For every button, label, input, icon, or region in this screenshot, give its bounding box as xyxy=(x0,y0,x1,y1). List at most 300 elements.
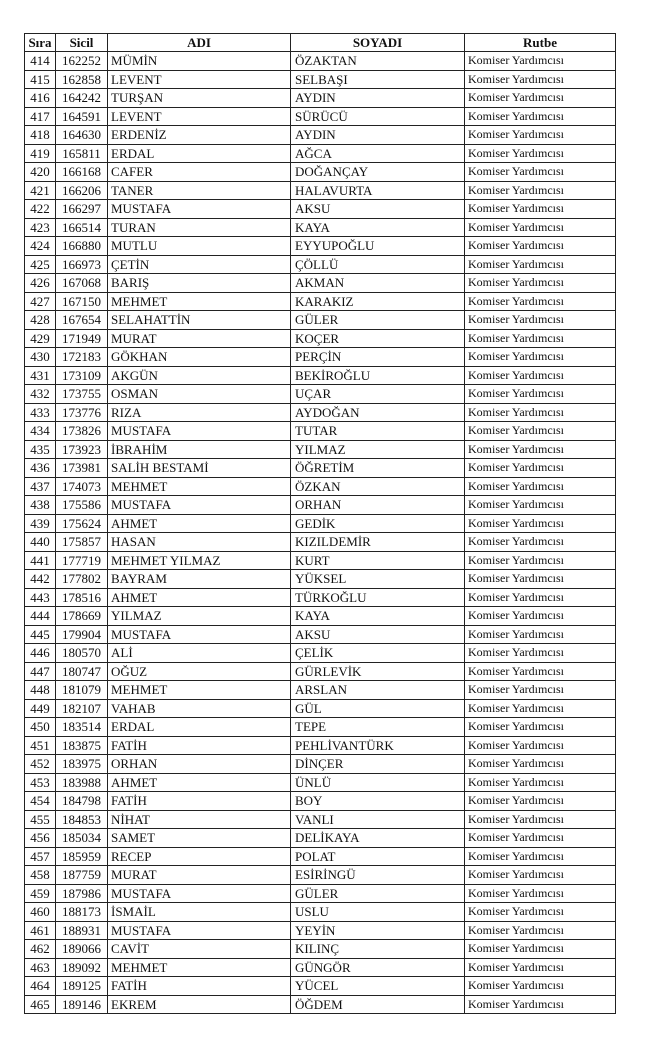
cell-sira: 427 xyxy=(25,292,56,311)
cell-rutbe: Komiser Yardımcısı xyxy=(465,588,616,607)
cell-rutbe: Komiser Yardımcısı xyxy=(465,255,616,274)
personnel-table xyxy=(24,33,616,1014)
cell-sicil: 164242 xyxy=(56,89,108,108)
cell-sicil: 167654 xyxy=(56,311,108,330)
cell-adi: TANER xyxy=(108,181,291,200)
header-adi: ADI xyxy=(108,34,291,52)
cell-soyadi: SÜRÜCÜ xyxy=(291,107,465,126)
cell-soyadi: AĞCA xyxy=(291,144,465,163)
cell-sira: 432 xyxy=(25,385,56,404)
cell-adi: TURAN xyxy=(108,218,291,237)
cell-rutbe: Komiser Yardımcısı xyxy=(465,107,616,126)
cell-rutbe: Komiser Yardımcısı xyxy=(465,718,616,737)
cell-soyadi: VANLI xyxy=(291,810,465,829)
cell-sicil: 166168 xyxy=(56,163,108,182)
cell-soyadi: ÖZAKTAN xyxy=(291,52,465,71)
cell-adi: İBRAHİM xyxy=(108,440,291,459)
cell-rutbe: Komiser Yardımcısı xyxy=(465,200,616,219)
cell-sira: 422 xyxy=(25,200,56,219)
cell-adi: AHMET xyxy=(108,773,291,792)
table-header-row xyxy=(25,34,616,52)
cell-adi: FATİH xyxy=(108,792,291,811)
table-row xyxy=(25,366,616,385)
cell-sira: 438 xyxy=(25,496,56,515)
cell-adi: TURŞAN xyxy=(108,89,291,108)
table-body xyxy=(25,52,616,1014)
cell-sicil: 180747 xyxy=(56,662,108,681)
cell-adi: RIZA xyxy=(108,403,291,422)
table-row xyxy=(25,773,616,792)
cell-sira: 459 xyxy=(25,884,56,903)
cell-rutbe: Komiser Yardımcısı xyxy=(465,866,616,885)
cell-rutbe: Komiser Yardımcısı xyxy=(465,218,616,237)
cell-adi: ÇETİN xyxy=(108,255,291,274)
cell-sicil: 178669 xyxy=(56,607,108,626)
cell-soyadi: DİNÇER xyxy=(291,755,465,774)
cell-soyadi: ÖZKAN xyxy=(291,477,465,496)
cell-soyadi: AYDOĞAN xyxy=(291,403,465,422)
table-row xyxy=(25,422,616,441)
cell-rutbe: Komiser Yardımcısı xyxy=(465,329,616,348)
cell-sicil: 162252 xyxy=(56,52,108,71)
cell-sira: 445 xyxy=(25,625,56,644)
cell-sicil: 171949 xyxy=(56,329,108,348)
cell-adi: SALİH BESTAMİ xyxy=(108,459,291,478)
cell-adi: MUSTAFA xyxy=(108,921,291,940)
cell-sira: 442 xyxy=(25,570,56,589)
cell-sicil: 188931 xyxy=(56,921,108,940)
cell-sira: 456 xyxy=(25,829,56,848)
cell-sira: 431 xyxy=(25,366,56,385)
table-row xyxy=(25,52,616,71)
cell-sira: 451 xyxy=(25,736,56,755)
cell-sira: 460 xyxy=(25,903,56,922)
cell-soyadi: ARSLAN xyxy=(291,681,465,700)
cell-sira: 415 xyxy=(25,70,56,89)
table-row xyxy=(25,921,616,940)
cell-adi: MUSTAFA xyxy=(108,625,291,644)
cell-sira: 417 xyxy=(25,107,56,126)
cell-rutbe: Komiser Yardımcısı xyxy=(465,52,616,71)
cell-sicil: 189092 xyxy=(56,958,108,977)
cell-adi: MUTLU xyxy=(108,237,291,256)
table-row xyxy=(25,181,616,200)
cell-adi: AHMET xyxy=(108,588,291,607)
table-row xyxy=(25,570,616,589)
cell-soyadi: GÜNGÖR xyxy=(291,958,465,977)
cell-sicil: 164630 xyxy=(56,126,108,145)
table-row xyxy=(25,792,616,811)
table-row xyxy=(25,958,616,977)
cell-sicil: 180570 xyxy=(56,644,108,663)
cell-adi: MUSTAFA xyxy=(108,496,291,515)
table-row xyxy=(25,829,616,848)
cell-rutbe: Komiser Yardımcısı xyxy=(465,126,616,145)
header-soyadi: SOYADI xyxy=(291,34,465,52)
table-row xyxy=(25,699,616,718)
cell-rutbe: Komiser Yardımcısı xyxy=(465,385,616,404)
cell-soyadi: ÇELİK xyxy=(291,644,465,663)
cell-sicil: 166206 xyxy=(56,181,108,200)
cell-soyadi: GÜLER xyxy=(291,311,465,330)
table-row xyxy=(25,607,616,626)
cell-adi: EKREM xyxy=(108,995,291,1014)
table-row xyxy=(25,644,616,663)
cell-soyadi: YÜCEL xyxy=(291,977,465,996)
cell-sira: 434 xyxy=(25,422,56,441)
cell-sicil: 178516 xyxy=(56,588,108,607)
header-rutbe: Rutbe xyxy=(465,34,616,52)
cell-rutbe: Komiser Yardımcısı xyxy=(465,755,616,774)
cell-adi: OĞUZ xyxy=(108,662,291,681)
cell-sira: 452 xyxy=(25,755,56,774)
header-sira: Sıra xyxy=(25,34,56,52)
cell-sicil: 166973 xyxy=(56,255,108,274)
cell-soyadi: YÜKSEL xyxy=(291,570,465,589)
cell-rutbe: Komiser Yardımcısı xyxy=(465,459,616,478)
cell-adi: SELAHATTİN xyxy=(108,311,291,330)
cell-sicil: 184798 xyxy=(56,792,108,811)
cell-rutbe: Komiser Yardımcısı xyxy=(465,70,616,89)
cell-sicil: 166880 xyxy=(56,237,108,256)
cell-rutbe: Komiser Yardımcısı xyxy=(465,514,616,533)
table-row xyxy=(25,755,616,774)
cell-sicil: 183514 xyxy=(56,718,108,737)
table-row xyxy=(25,662,616,681)
cell-adi: MÜMİN xyxy=(108,52,291,71)
cell-rutbe: Komiser Yardımcısı xyxy=(465,570,616,589)
cell-sicil: 162858 xyxy=(56,70,108,89)
cell-adi: MURAT xyxy=(108,329,291,348)
cell-sicil: 172183 xyxy=(56,348,108,367)
cell-adi: MEHMET xyxy=(108,292,291,311)
cell-adi: ORHAN xyxy=(108,755,291,774)
cell-rutbe: Komiser Yardımcısı xyxy=(465,884,616,903)
cell-sicil: 165811 xyxy=(56,144,108,163)
cell-rutbe: Komiser Yardımcısı xyxy=(465,773,616,792)
cell-sira: 441 xyxy=(25,551,56,570)
cell-sicil: 185034 xyxy=(56,829,108,848)
cell-soyadi: ESİRİNGÜ xyxy=(291,866,465,885)
cell-sira: 430 xyxy=(25,348,56,367)
cell-sira: 463 xyxy=(25,958,56,977)
cell-soyadi: USLU xyxy=(291,903,465,922)
cell-sira: 416 xyxy=(25,89,56,108)
cell-soyadi: TÜRKOĞLU xyxy=(291,588,465,607)
cell-sicil: 167150 xyxy=(56,292,108,311)
cell-sira: 425 xyxy=(25,255,56,274)
table-row xyxy=(25,459,616,478)
table-row xyxy=(25,995,616,1014)
cell-rutbe: Komiser Yardımcısı xyxy=(465,89,616,108)
cell-sira: 423 xyxy=(25,218,56,237)
cell-rutbe: Komiser Yardımcısı xyxy=(465,681,616,700)
cell-sicil: 183988 xyxy=(56,773,108,792)
cell-adi: MUSTAFA xyxy=(108,422,291,441)
table-row xyxy=(25,440,616,459)
cell-rutbe: Komiser Yardımcısı xyxy=(465,551,616,570)
cell-rutbe: Komiser Yardımcısı xyxy=(465,311,616,330)
cell-soyadi: HALAVURTA xyxy=(291,181,465,200)
cell-rutbe: Komiser Yardımcısı xyxy=(465,366,616,385)
cell-sira: 428 xyxy=(25,311,56,330)
cell-sicil: 184853 xyxy=(56,810,108,829)
cell-adi: YILMAZ xyxy=(108,607,291,626)
cell-sira: 465 xyxy=(25,995,56,1014)
table-row xyxy=(25,144,616,163)
cell-sira: 447 xyxy=(25,662,56,681)
table-row xyxy=(25,718,616,737)
cell-adi: MUSTAFA xyxy=(108,884,291,903)
cell-sira: 419 xyxy=(25,144,56,163)
cell-sicil: 183975 xyxy=(56,755,108,774)
cell-sicil: 185959 xyxy=(56,847,108,866)
cell-rutbe: Komiser Yardımcısı xyxy=(465,699,616,718)
cell-adi: MEHMET YILMAZ xyxy=(108,551,291,570)
cell-rutbe: Komiser Yardımcısı xyxy=(465,403,616,422)
cell-adi: CAFER xyxy=(108,163,291,182)
cell-soyadi: KILINÇ xyxy=(291,940,465,959)
cell-sicil: 166297 xyxy=(56,200,108,219)
cell-rutbe: Komiser Yardımcısı xyxy=(465,607,616,626)
cell-adi: FATİH xyxy=(108,977,291,996)
cell-soyadi: EYYUPOĞLU xyxy=(291,237,465,256)
cell-adi: AHMET xyxy=(108,514,291,533)
cell-sicil: 175857 xyxy=(56,533,108,552)
cell-soyadi: PEHLİVANTÜRK xyxy=(291,736,465,755)
table-row xyxy=(25,810,616,829)
cell-soyadi: KIZILDEMİR xyxy=(291,533,465,552)
table-row xyxy=(25,496,616,515)
cell-sicil: 177802 xyxy=(56,570,108,589)
cell-sira: 455 xyxy=(25,810,56,829)
cell-sira: 449 xyxy=(25,699,56,718)
cell-sicil: 177719 xyxy=(56,551,108,570)
cell-soyadi: PERÇİN xyxy=(291,348,465,367)
cell-soyadi: ORHAN xyxy=(291,496,465,515)
cell-sicil: 175586 xyxy=(56,496,108,515)
cell-rutbe: Komiser Yardımcısı xyxy=(465,274,616,293)
cell-adi: MEHMET xyxy=(108,958,291,977)
table-row xyxy=(25,681,616,700)
cell-rutbe: Komiser Yardımcısı xyxy=(465,163,616,182)
table-row xyxy=(25,329,616,348)
cell-sira: 420 xyxy=(25,163,56,182)
table-row xyxy=(25,70,616,89)
cell-sicil: 189066 xyxy=(56,940,108,959)
cell-rutbe: Komiser Yardımcısı xyxy=(465,958,616,977)
cell-sicil: 181079 xyxy=(56,681,108,700)
cell-sicil: 173109 xyxy=(56,366,108,385)
cell-soyadi: DELİKAYA xyxy=(291,829,465,848)
cell-soyadi: POLAT xyxy=(291,847,465,866)
cell-rutbe: Komiser Yardımcısı xyxy=(465,292,616,311)
cell-soyadi: AKSU xyxy=(291,200,465,219)
table-row xyxy=(25,884,616,903)
cell-adi: VAHAB xyxy=(108,699,291,718)
cell-soyadi: GÜL xyxy=(291,699,465,718)
cell-rutbe: Komiser Yardımcısı xyxy=(465,940,616,959)
cell-sira: 450 xyxy=(25,718,56,737)
cell-sicil: 183875 xyxy=(56,736,108,755)
cell-sira: 443 xyxy=(25,588,56,607)
table-row xyxy=(25,163,616,182)
cell-soyadi: KAYA xyxy=(291,607,465,626)
cell-sicil: 173776 xyxy=(56,403,108,422)
cell-sira: 436 xyxy=(25,459,56,478)
cell-rutbe: Komiser Yardımcısı xyxy=(465,144,616,163)
cell-adi: FATİH xyxy=(108,736,291,755)
cell-sicil: 187986 xyxy=(56,884,108,903)
cell-sira: 421 xyxy=(25,181,56,200)
cell-rutbe: Komiser Yardımcısı xyxy=(465,477,616,496)
cell-sicil: 173755 xyxy=(56,385,108,404)
table-row xyxy=(25,533,616,552)
table-row xyxy=(25,940,616,959)
cell-sira: 440 xyxy=(25,533,56,552)
cell-soyadi: DOĞANÇAY xyxy=(291,163,465,182)
cell-adi: BAYRAM xyxy=(108,570,291,589)
cell-soyadi: TEPE xyxy=(291,718,465,737)
table-row xyxy=(25,200,616,219)
cell-sicil: 173981 xyxy=(56,459,108,478)
cell-adi: MUSTAFA xyxy=(108,200,291,219)
cell-rutbe: Komiser Yardımcısı xyxy=(465,625,616,644)
cell-sicil: 182107 xyxy=(56,699,108,718)
cell-sicil: 173826 xyxy=(56,422,108,441)
cell-sicil: 189146 xyxy=(56,995,108,1014)
cell-sicil: 179904 xyxy=(56,625,108,644)
cell-sicil: 173923 xyxy=(56,440,108,459)
cell-rutbe: Komiser Yardımcısı xyxy=(465,736,616,755)
cell-adi: ERDENİZ xyxy=(108,126,291,145)
table-row xyxy=(25,477,616,496)
cell-soyadi: KOÇER xyxy=(291,329,465,348)
table-row xyxy=(25,255,616,274)
cell-rutbe: Komiser Yardımcısı xyxy=(465,903,616,922)
cell-sira: 446 xyxy=(25,644,56,663)
cell-soyadi: AYDIN xyxy=(291,89,465,108)
cell-rutbe: Komiser Yardımcısı xyxy=(465,644,616,663)
cell-rutbe: Komiser Yardımcısı xyxy=(465,496,616,515)
cell-soyadi: ÖĞRETİM xyxy=(291,459,465,478)
cell-sira: 462 xyxy=(25,940,56,959)
cell-soyadi: BEKİROĞLU xyxy=(291,366,465,385)
cell-rutbe: Komiser Yardımcısı xyxy=(465,662,616,681)
cell-sira: 454 xyxy=(25,792,56,811)
cell-sira: 424 xyxy=(25,237,56,256)
cell-sicil: 164591 xyxy=(56,107,108,126)
table-row xyxy=(25,107,616,126)
cell-sicil: 167068 xyxy=(56,274,108,293)
cell-sicil: 174073 xyxy=(56,477,108,496)
cell-adi: HASAN xyxy=(108,533,291,552)
cell-rutbe: Komiser Yardımcısı xyxy=(465,829,616,848)
cell-rutbe: Komiser Yardımcısı xyxy=(465,422,616,441)
cell-sira: 448 xyxy=(25,681,56,700)
table-row xyxy=(25,126,616,145)
cell-soyadi: YEYİN xyxy=(291,921,465,940)
cell-rutbe: Komiser Yardımcısı xyxy=(465,921,616,940)
cell-adi: OSMAN xyxy=(108,385,291,404)
cell-adi: LEVENT xyxy=(108,70,291,89)
cell-adi: NİHAT xyxy=(108,810,291,829)
cell-adi: BARIŞ xyxy=(108,274,291,293)
cell-soyadi: ÖĞDEM xyxy=(291,995,465,1014)
table-row xyxy=(25,625,616,644)
cell-sira: 414 xyxy=(25,52,56,71)
cell-sira: 429 xyxy=(25,329,56,348)
table-row xyxy=(25,237,616,256)
cell-sira: 418 xyxy=(25,126,56,145)
cell-soyadi: AKMAN xyxy=(291,274,465,293)
cell-soyadi: KURT xyxy=(291,551,465,570)
cell-sira: 433 xyxy=(25,403,56,422)
cell-soyadi: GEDİK xyxy=(291,514,465,533)
cell-rutbe: Komiser Yardımcısı xyxy=(465,995,616,1014)
table-row xyxy=(25,385,616,404)
cell-sira: 464 xyxy=(25,977,56,996)
cell-rutbe: Komiser Yardımcısı xyxy=(465,237,616,256)
cell-soyadi: GÜRLEVİK xyxy=(291,662,465,681)
cell-sira: 453 xyxy=(25,773,56,792)
cell-soyadi: TUTAR xyxy=(291,422,465,441)
cell-sicil: 187759 xyxy=(56,866,108,885)
cell-soyadi: AYDIN xyxy=(291,126,465,145)
cell-soyadi: KAYA xyxy=(291,218,465,237)
cell-rutbe: Komiser Yardımcısı xyxy=(465,977,616,996)
cell-rutbe: Komiser Yardımcısı xyxy=(465,792,616,811)
cell-adi: GÖKHAN xyxy=(108,348,291,367)
table-row xyxy=(25,311,616,330)
cell-sira: 439 xyxy=(25,514,56,533)
cell-rutbe: Komiser Yardımcısı xyxy=(465,847,616,866)
cell-soyadi: UÇAR xyxy=(291,385,465,404)
cell-sira: 458 xyxy=(25,866,56,885)
cell-adi: AKGÜN xyxy=(108,366,291,385)
table-row xyxy=(25,89,616,108)
table-row xyxy=(25,218,616,237)
cell-adi: SAMET xyxy=(108,829,291,848)
cell-adi: RECEP xyxy=(108,847,291,866)
cell-rutbe: Komiser Yardımcısı xyxy=(465,440,616,459)
cell-rutbe: Komiser Yardımcısı xyxy=(465,181,616,200)
cell-adi: LEVENT xyxy=(108,107,291,126)
cell-adi: ERDAL xyxy=(108,144,291,163)
cell-sicil: 175624 xyxy=(56,514,108,533)
cell-sicil: 166514 xyxy=(56,218,108,237)
cell-soyadi: ÇÖLLÜ xyxy=(291,255,465,274)
cell-sicil: 189125 xyxy=(56,977,108,996)
cell-sira: 444 xyxy=(25,607,56,626)
cell-sira: 461 xyxy=(25,921,56,940)
table-row xyxy=(25,274,616,293)
cell-adi: CAVİT xyxy=(108,940,291,959)
table-row xyxy=(25,588,616,607)
cell-adi: ERDAL xyxy=(108,718,291,737)
table-row xyxy=(25,348,616,367)
table-row xyxy=(25,866,616,885)
cell-sicil: 188173 xyxy=(56,903,108,922)
cell-sira: 435 xyxy=(25,440,56,459)
cell-soyadi: KARAKIZ xyxy=(291,292,465,311)
cell-rutbe: Komiser Yardımcısı xyxy=(465,348,616,367)
table-row xyxy=(25,847,616,866)
table-row xyxy=(25,903,616,922)
cell-soyadi: AKSU xyxy=(291,625,465,644)
cell-soyadi: SELBAŞI xyxy=(291,70,465,89)
table-row xyxy=(25,736,616,755)
